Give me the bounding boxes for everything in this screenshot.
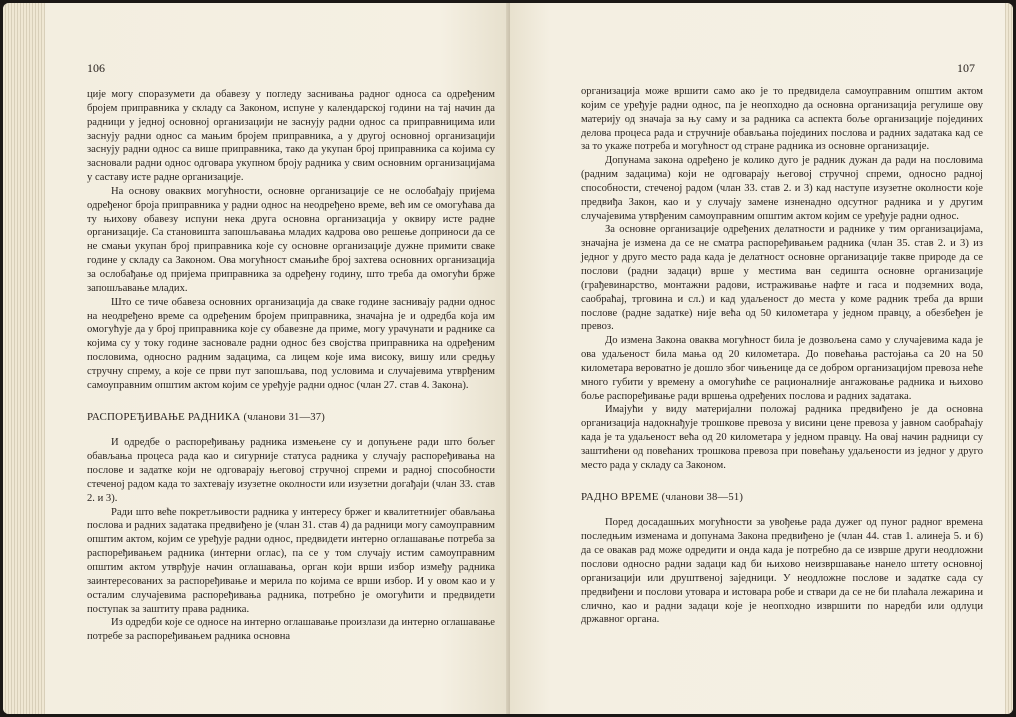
paragraph: На основу оваквих могућности, основне организације се не ослобађају пријема одређеног броја приправника у радни однос на неодређено време, већ им се омогућава да ту њихову обавезу испуни нека друга основна организација у оквиру исте радне организације. Са становишта запошљавања младих кадрова ово решење доприноси да се не смањи укупан број приправника које су основне организације дужне примити сваке године у складу са Законом. Ова могућност смањиће број захтева основних организација за ослобађање од пријема приправника за одређену годину, што треба да омогући брже запошљавање младих.: [87, 185, 495, 294]
left-page-text: [87, 88, 495, 644]
paragraph: И одредбе о распоређивању радника измењене су и допуњене ради што бољег обављања процеса рада као и сигурније статуса радника у случају распоређивања на послове и задатке који не одговарају његовој стручној спреми и радној способности стеченој радом када то захтевају изузетне околности или изузетни догађаји (члан 33. став 2. и 3).: [87, 437, 495, 504]
paragraph: Ради што веће покретљивости радника у интересу бржег и квалитетнијег обављања послова и радних задатака предвиђено је (члан 31. став 4) да радници могу самоуправним општим актом, којим се уређује радни однос, предвидети интерно оглашавање потреба за распоређивањем радника (интерни оглас), па се у том случају истим самоуправним општим актом утврђује начин оглашавања, орган који врши избор између радника заинтересованих за распоређивање и мерила по којима се врши избор. И у овом као и у осталим случајевима распоређивања радника, потребно је омогућити и предвидети поступак за заштиту права радника.: [87, 506, 495, 615]
book-spread: [3, 3, 1013, 714]
page-number-right: 107: [957, 61, 975, 75]
paragraph: Допунама закона одређено је колико дуго је радник дужан да ради на пословима (радним задацима) који не одговарају његовој стручној спреми, односно радној способности, стеченој радом (члан 33. став 2. и 3) кад наступе изузетне околности које предвиђа Закон, као и у случају замене изненадно одсутног радника и у другим случајевима утврђеним самоуправним општим актом којим се уређује радни однос.: [581, 155, 983, 222]
section-heading: [87, 411, 495, 425]
paragraph: ције могу споразумети да обавезу у погледу заснивања радног односа са одређеним бројем приправника у складу са Законом, испуне у календарској години на тај начин да радници у једној основној организацији не заснују радни однос са приправницима или заснују радни однос са мањим бројем приправника, а у другој основној организацији заснују радни однос са више приправника, тако да укупан број приправника са којима су засновали радни однос одговара укупном броју радника у свим основним организацијама у саставу исте радне организације.: [87, 89, 495, 184]
right-page-text: [581, 85, 983, 627]
right-page: [510, 3, 1005, 714]
paragraph: За основне организације одређених делатности и раднике у тим организацијама, значајна је измена да се не сматра распоређивањем радника (члан 35. став 2. и 3) из једног у друго место рада када је делатност основне организације такве природе да се послови (радни задаци) врше у местима ван седишта основне организације (грађевинарство, монтажни радови, истраживање нафте и гаса и подземних вода, саобраћај, трговина и сл.) и кад удаљеност до места у коме радник треба да врши послове (радне задатке) није већа од 50 километара у једном правцу, а обезбеђен је превоз.: [581, 224, 983, 333]
section-heading: [581, 491, 983, 505]
paragraph: Што се тиче обавеза основних организација да сваке године заснивају радни однос на неодређено време са одређеним бројем приправника, значајна је и одредба која им омогућује да у број приправника које су обавезне да приме, могу урачунати и раднике са којима су у току године засновале радни однос без својства приправника на одређеним пословима, односно радним задацима, са лицем које има високу, вишу или средњу стручну спрему, а које се први пут запошљава, под условима и случајевима утврђеним самоуправним општим актом којим се уређује радни однос (члан 27. став 4. Закона).: [87, 296, 495, 391]
paragraph: организација може вршити само ако је то предвидела самоуправним општим актом којим се уређује радни однос, па је неопходно да основна организација регулише ову материју од значаја за њу саму и за радника са аспекта боље организације појединих делова процеса рада и стручније обављања појединих послова и радних задатака кад се за то укаже потреба и могућност од стране радника из основне организације.: [581, 86, 983, 153]
section-heading-title: РАДНО ВРЕМЕ: [581, 490, 659, 503]
page-edges-right: [1005, 3, 1013, 714]
section-heading-title: РАСПОРЕЂИВАЊЕ РАДНИКА: [87, 410, 241, 423]
section-heading-articles: (чланови 31—37): [243, 411, 325, 423]
paragraph: Имајући у виду материјални положај радника предвиђено је да основна организација надокнађује трошкове превоза у висини цене превоза у јавном саобраћају када је та удаљеност већа од 20 километара у једном правцу. На овај начин радници су заштићени од повећаних трошкова превоза при повећању удаљености из једног у друго место рада у складу са Законом.: [581, 404, 983, 471]
left-page: [45, 3, 510, 714]
section-heading-articles: (чланови 38—51): [661, 491, 744, 503]
paragraph: Из одредби које се односе на интерно оглашавање произлази да интерно оглашавање потребе за распоређивањем радника основна: [87, 617, 495, 643]
paragraph: Поред досадашњих могућности за увођење рада дужег од пуног радног времена последњим изменама и допунама Закона предвиђено је (члан 44. став 1. алинеја 5. и 6) да се овакав рад може одредити и онда када је потребно да се изврше други неодложни послови односно радни задаци кад би њихово неизвршавање нанело штету основној организацији или друштвеној заједници. У неодложне послове и задатке сада су предвиђени и послови утовара и истовара робе и ствари да се не би плаћала лежарина и слично, као и радни задаци које је неопходно извршити по наредби или одлуци државног органа.: [581, 517, 983, 626]
page-number-left: 106: [87, 61, 105, 75]
paragraph: До измена Закона оваква могућност била је дозвољена само у случајевима када је ова удаљеност била мања од 20 километара. До повећања растојања са 20 на 50 километара вероватно је дошло због чињенице да се добром организацијом превоза неће много губити у времену а омогућиће се рационалније ангажовање радника и њихово боље распоређивање ради вршења одређених послова и радних задатака.: [581, 335, 983, 402]
page-edges-left: [3, 3, 45, 714]
